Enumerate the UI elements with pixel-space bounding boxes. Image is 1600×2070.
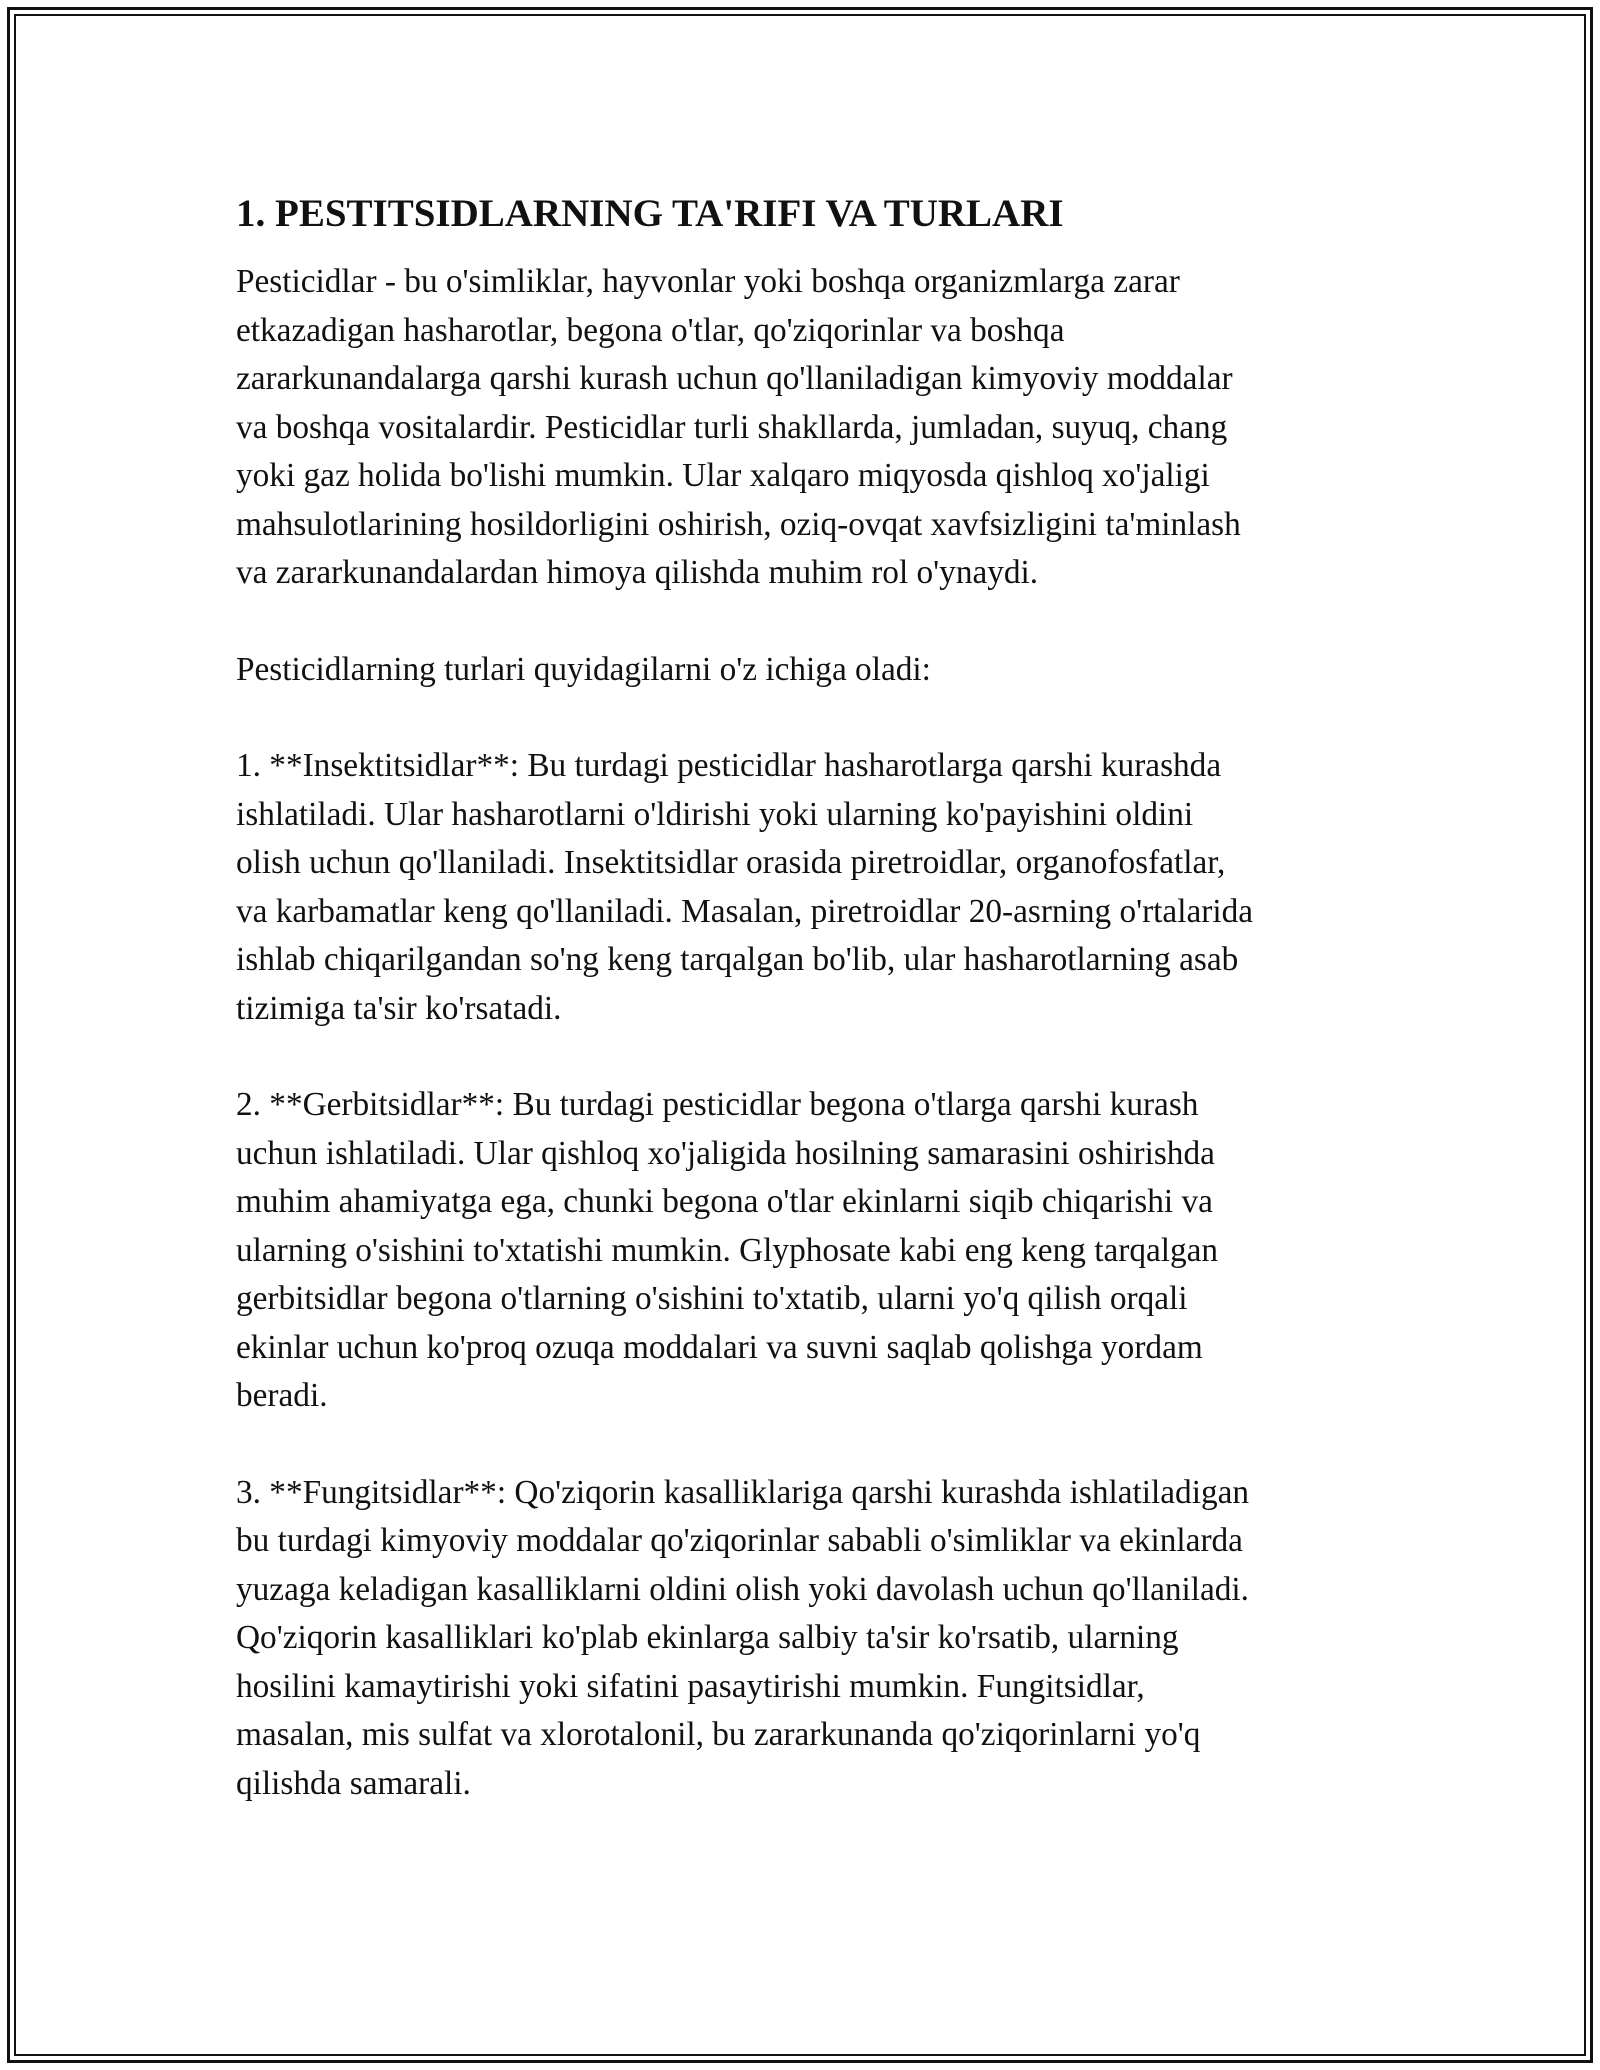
section-heading: 1. PESTITSIDLARNING TA'RIFI VA TURLARI (236, 192, 1064, 235)
paragraph-herbicides: 2. **Gerbitsidlar**: Bu turdagi pesticidlar begona o'tlarga qarshi kurash uchun ishlatiladi. Ular qishloq xo'jaligida hosilning samarasini oshirishda muhim ahamiyatga ega, chunki begona o'tlar ekinlarni siqib chiqarishi va ularning o'sishini to'xtatishi mumkin. Glyphosate kabi eng keng tarqalgan gerbitsidlar begona o'tlarning o'sishini to'xtatib, ularni yo'q qilish orqali ekinlar uchun ko'proq ozuqa moddalari va suvni saqlab qolishga yordam beradi. (236, 1086, 1219, 1414)
paragraph-types-intro: Pesticidlarning turlari quyidagilarni o'z ichiga oladi: (236, 650, 931, 688)
paragraph-insecticides: 1. **Insektitsidlar**: Bu turdagi pesticidlar hasharotlarga qarshi kurashda ishlatiladi. Ular hasharotlarni o'ldirishi yoki ularning ko'payishini oldini olish uchun qo'llaniladi. Insektitsidlar orasida piretroidlar, organofosfatlar, va karbamatlar keng qo'llaniladi. Masalan, piretroidlar 20-asrning o'rtalarida ishlab chiqarilgandan so'ng keng tarqalgan bo'lib, ular hasharotlarning asab tizimiga ta'sir ko'rsatadi. (236, 747, 1254, 1027)
paragraph-definition: Pesticidlar - bu o'simliklar, hayvonlar yoki boshqa organizmlarga zarar etkazadigan hasharotlar, begona o'tlar, qo'ziqorinlar va boshqa zararkunandalarga qarshi kurash uchun qo'llaniladigan kimyoviy moddalar va boshqa vositalardir. Pesticidlar turli shakllarda, jumladan, suyuq, chang yoki gaz holida bo'lishi mumkin. Ular xalqaro miqyosda qishloq xo'jaligi mahsulotlarining hosildorligini oshirish, oziq-ovqat xavfsizligini ta'minlash va zararkunandalardan himoya qilishda muhim rol o'ynaydi. (236, 263, 1241, 591)
paragraph-fungicides: 3. **Fungitsidlar**: Qo'ziqorin kasalliklariga qarshi kurashda ishlatiladigan bu turdagi kimyoviy moddalar qo'ziqorinlar sababli o'simliklar va ekinlarda yuzaga keladigan kasalliklarni oldini olish yoki davolash uchun qo'llaniladi. Qo'ziqorin kasalliklari ko'plab ekinlarga salbiy ta'sir ko'rsatib, ularning hosilini kamaytirishi yoki sifatini pasaytirishi mumkin. Fungitsidlar, masalan, mis sulfat va xlorotalonil, bu zararkunanda qo'ziqorinlarni yo'q qilishda samarali. (236, 1473, 1250, 1802)
document-body (236, 188, 1376, 1808)
